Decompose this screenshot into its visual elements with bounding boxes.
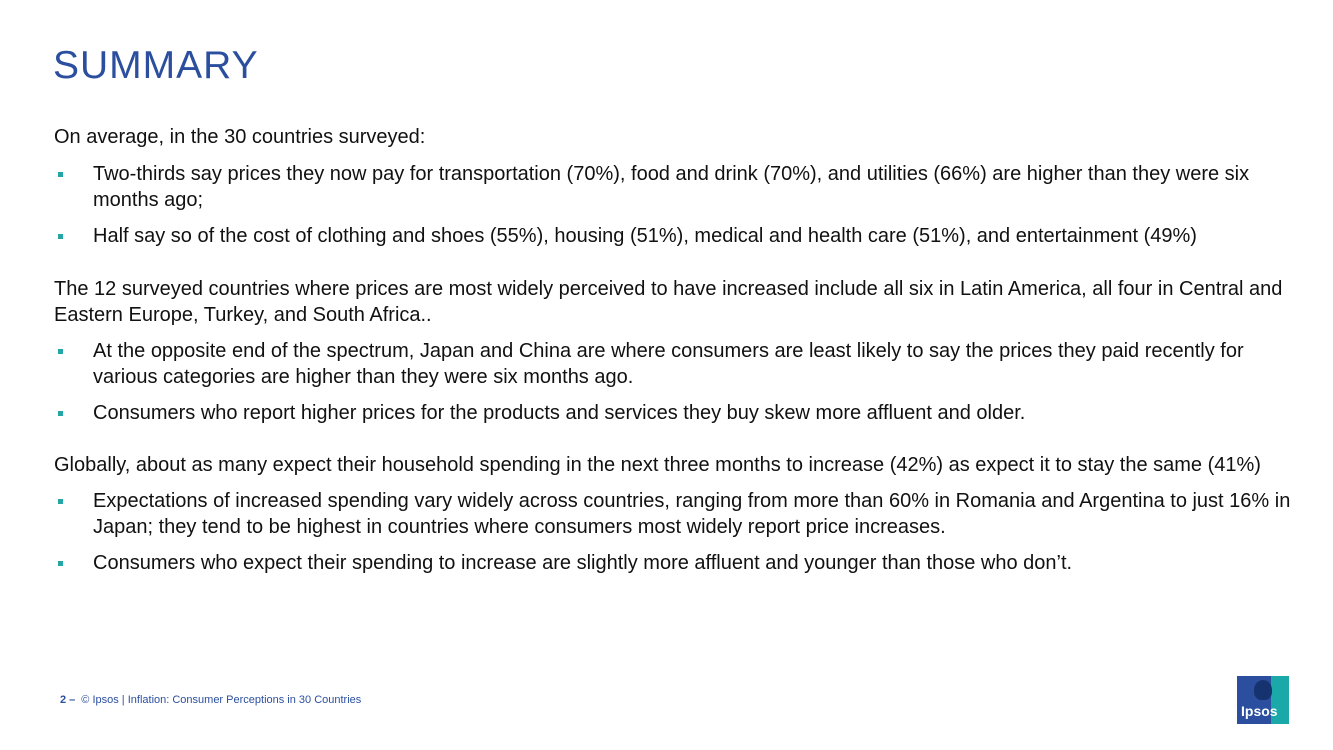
list-item	[54, 400, 1304, 426]
page-title: SUMMARY	[53, 44, 259, 87]
section3-text: Globally, about as many expect their household spending in the next three months to increase (42%) as expect it to stay the same (41%)	[54, 454, 1261, 476]
list-item	[54, 488, 1304, 540]
section1-bullet-list	[54, 161, 1304, 249]
intro-text: On average, in the 30 countries surveyed:	[54, 126, 426, 148]
bullet-square-icon	[58, 499, 63, 504]
logo-head-icon	[1254, 680, 1272, 700]
page-number: 2 –	[60, 694, 76, 706]
bullet-square-icon	[58, 172, 63, 177]
ipsos-logo	[1237, 676, 1289, 724]
bullet-text: At the opposite end of the spectrum, Japan and China are where consumers are least likely to say the prices they paid recently for various categories are higher than they were six months ago.	[93, 340, 1244, 388]
bullet-text: Half say so of the cost of clothing and shoes (55%), housing (51%), medical and health care (51%), and entertainment (49%)	[93, 225, 1197, 247]
bullet-square-icon	[58, 411, 63, 416]
section2-bullet-list	[54, 338, 1304, 426]
bullet-text: Expectations of increased spending vary widely across countries, ranging from more than 60% in Romania and Argentina to just 16% in Japan; they tend to be highest in countries where consumers most widely report price increases.	[93, 490, 1291, 538]
bullet-square-icon	[58, 234, 63, 239]
logo-wordmark: Ipsos	[1241, 703, 1278, 719]
bullet-text: Consumers who report higher prices for the products and services they buy skew more affluent and older.	[93, 402, 1026, 424]
footer-text: © Ipsos | Inflation: Consumer Perceptions in 30 Countries	[81, 694, 362, 706]
section3-bullet-list	[54, 488, 1304, 576]
bullet-square-icon	[58, 349, 63, 354]
list-item	[54, 338, 1304, 390]
bullet-text: Consumers who expect their spending to increase are slightly more affluent and younger than those who don’t.	[93, 552, 1073, 574]
bullet-square-icon	[58, 561, 63, 566]
list-item	[54, 161, 1304, 213]
section2-text: The 12 surveyed countries where prices are most widely perceived to have increased include all six in Latin America, all four in Central and Eastern Europe, Turkey, and South Africa..	[54, 278, 1283, 326]
list-item	[54, 550, 1304, 576]
summary-body	[54, 124, 1304, 576]
bullet-text: Two-thirds say prices they now pay for transportation (70%), food and drink (70%), and utilities (66%) are higher than they were six months ago;	[93, 163, 1250, 211]
list-item	[54, 223, 1304, 249]
footer	[60, 694, 361, 706]
